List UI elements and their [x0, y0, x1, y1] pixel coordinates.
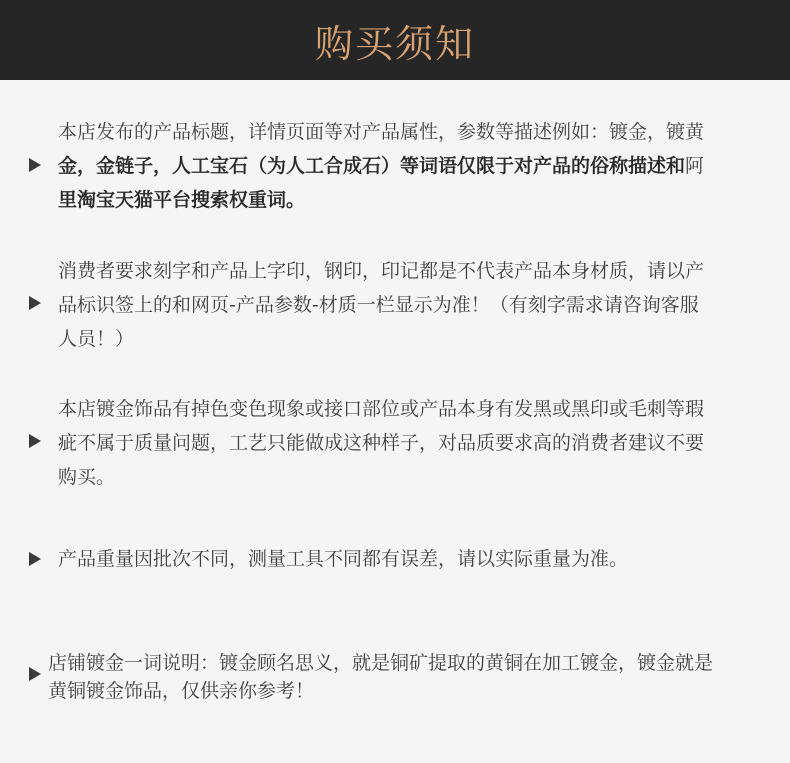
page-title: 购买须知 — [314, 21, 475, 66]
arrow-right-icon — [29, 296, 41, 310]
notice-line: 产品重量因批次不同，测量工具不同都有误差，请以实际重量为准。 — [58, 548, 629, 570]
arrow-right-icon — [29, 158, 41, 172]
page-header — [0, 0, 790, 80]
notice-line: 品标识签上的和网页-产品参数-材质一栏显示为准！（有刻字需求请咨询客服 — [58, 294, 699, 316]
notice-line: 本店镀金饰品有掉色变色现象或接口部位或产品本身有发黑或黑印或毛刺等瑕 — [58, 398, 705, 420]
notice-line — [58, 149, 704, 183]
notice-line: 消费者要求刻字和产品上字印，钢印，印记都是不代表产品本身材质，请以产 — [58, 260, 705, 282]
arrow-right-icon — [29, 552, 41, 566]
notice-line: 黄铜镀金饰品，仅供亲你参考！ — [48, 680, 315, 702]
arrow-right-icon — [29, 667, 41, 681]
notice-line — [58, 183, 305, 217]
notice-bold-text: 金，金链子，人工宝石（为人工合成石）等词语仅限于对产品的俗称描述和 — [58, 155, 686, 177]
arrow-right-icon — [29, 434, 41, 448]
notice-line: 本店发布的产品标题，详情页面等对产品属性，参数等描述例如：镀金，镀黄 — [58, 121, 705, 143]
notice-line: 店铺镀金一词说明：镀金顾名思义，就是铜矿提取的黄铜在加工镀金，镀金就是 — [48, 652, 714, 674]
notice-line: 购买。 — [58, 466, 116, 488]
notice-bold-text: 里淘宝天猫平台搜索权重词。 — [58, 189, 306, 211]
notice-line: 疵不属于质量问题，工艺只能做成这种样子，对品质要求高的消费者建议不要 — [58, 432, 705, 454]
notice-text: 阿 — [685, 155, 705, 177]
notice-line: 人员！） — [58, 328, 135, 350]
